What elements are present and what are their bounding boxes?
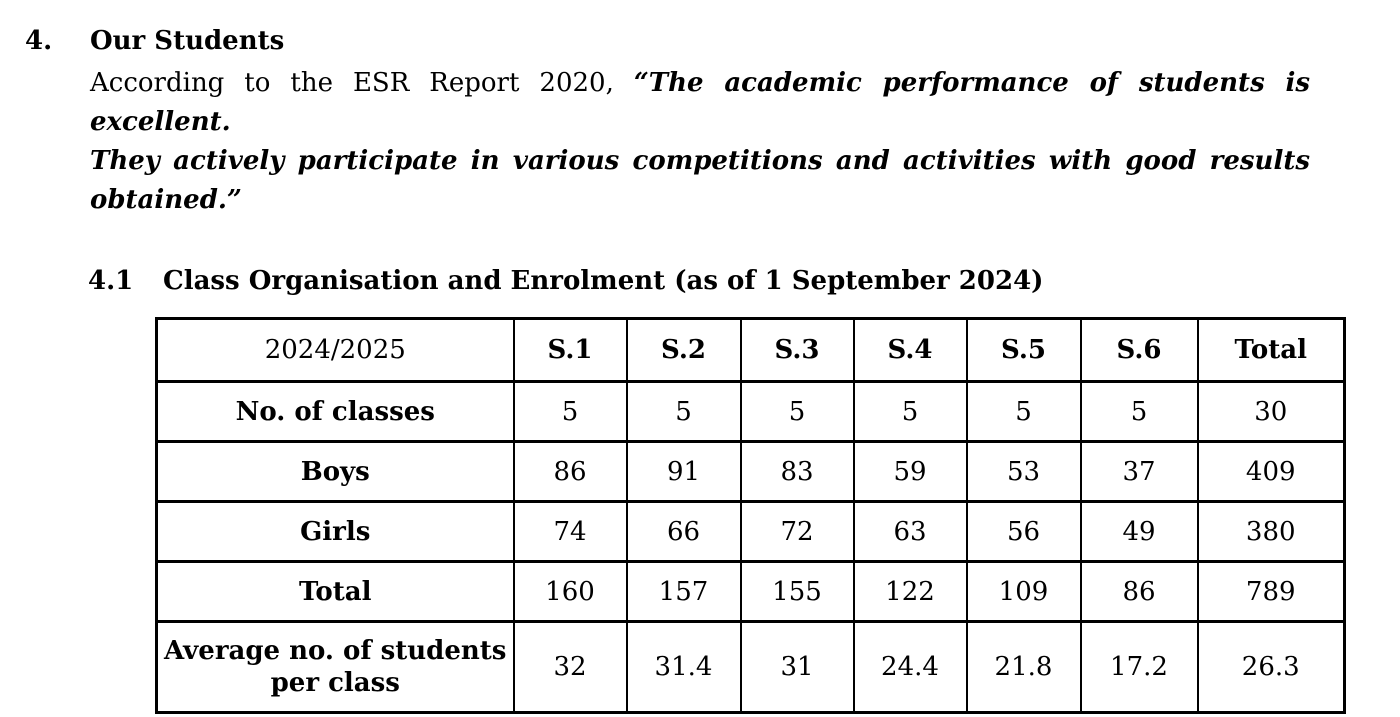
- subsection-heading: [88, 262, 1340, 301]
- subsection-number: 4.1: [88, 266, 134, 296]
- data-cell: 83: [741, 442, 854, 502]
- data-cell: 380: [1198, 502, 1345, 562]
- data-cell: 74: [514, 502, 627, 562]
- data-cell: 53: [967, 442, 1081, 502]
- paragraph: [90, 64, 1310, 220]
- data-cell: 37: [1081, 442, 1198, 502]
- data-cell: 5: [1081, 382, 1198, 442]
- paragraph-line: [90, 142, 1310, 181]
- enrolment-table: [155, 317, 1346, 714]
- data-cell: 31: [741, 622, 854, 713]
- data-cell: 155: [741, 562, 854, 622]
- paragraph-line: [90, 64, 1310, 142]
- paragraph-intro-text: According to the ESR Report 2020,: [90, 68, 634, 98]
- subsection-title: Class Organisation and Enrolment (as of 1 September 2024): [163, 266, 1044, 296]
- data-cell: 86: [514, 442, 627, 502]
- column-header-cell: Total: [1198, 319, 1345, 382]
- data-cell: 5: [627, 382, 741, 442]
- row-label-cell: No. of classes: [157, 382, 514, 442]
- section-heading: [25, 22, 1310, 61]
- row-label-cell: Boys: [157, 442, 514, 502]
- data-cell: 160: [514, 562, 627, 622]
- column-header-cell: S.1: [514, 319, 627, 382]
- table-header-row: [157, 319, 1345, 382]
- row-label-cell: Total: [157, 562, 514, 622]
- data-cell: 49: [1081, 502, 1198, 562]
- data-cell: 5: [967, 382, 1081, 442]
- data-cell: 17.2: [1081, 622, 1198, 713]
- data-cell: 789: [1198, 562, 1345, 622]
- section-title: Our Students: [90, 26, 285, 56]
- column-header-cell: S.6: [1081, 319, 1198, 382]
- data-cell: 32: [514, 622, 627, 713]
- data-cell: 86: [1081, 562, 1198, 622]
- data-cell: 109: [967, 562, 1081, 622]
- quote-text-line1: “The academic performance of students is excellent.: [90, 68, 1310, 137]
- row-label-cell: Girls: [157, 502, 514, 562]
- section-number: 4.: [25, 26, 53, 56]
- column-header-cell: S.5: [967, 319, 1081, 382]
- data-cell: 5: [514, 382, 627, 442]
- data-cell: 56: [967, 502, 1081, 562]
- data-cell: 26.3: [1198, 622, 1345, 713]
- table-row-average-per-class: [157, 622, 1345, 713]
- table-row-boys: [157, 442, 1345, 502]
- quote-text-line3: obtained.”: [90, 185, 242, 215]
- data-cell: 91: [627, 442, 741, 502]
- table-row-total: [157, 562, 1345, 622]
- column-header-cell: S.2: [627, 319, 741, 382]
- data-cell: 30: [1198, 382, 1345, 442]
- data-cell: 66: [627, 502, 741, 562]
- data-cell: 31.4: [627, 622, 741, 713]
- table-row-no-of-classes: [157, 382, 1345, 442]
- quote-text-line2: They actively participate in various competitions and activities with good results: [90, 146, 1310, 176]
- data-cell: 5: [854, 382, 967, 442]
- data-cell: 5: [741, 382, 854, 442]
- data-cell: 157: [627, 562, 741, 622]
- data-cell: 72: [741, 502, 854, 562]
- column-header-cell: S.4: [854, 319, 967, 382]
- table-row-girls: [157, 502, 1345, 562]
- data-cell: 409: [1198, 442, 1345, 502]
- row-label-cell: Average no. of students per class: [157, 622, 514, 713]
- column-header-cell: S.3: [741, 319, 854, 382]
- data-cell: 63: [854, 502, 967, 562]
- year-header-cell: 2024/2025: [157, 319, 514, 382]
- data-cell: 59: [854, 442, 967, 502]
- data-cell: 122: [854, 562, 967, 622]
- data-cell: 24.4: [854, 622, 967, 713]
- data-cell: 21.8: [967, 622, 1081, 713]
- paragraph-line: [90, 181, 1310, 220]
